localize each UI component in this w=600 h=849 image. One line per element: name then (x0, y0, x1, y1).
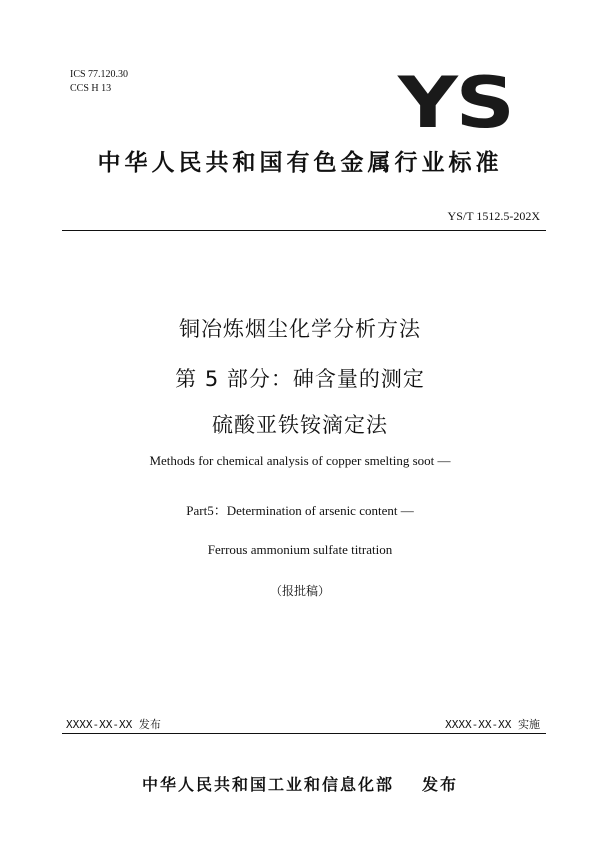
draft-status: （报批稿） (269, 584, 330, 598)
title-en-line-2: Part5：Determination of arsenic content — (186, 503, 414, 518)
standard-category: 中华人民共和国有色金属行业标准 (97, 150, 503, 176)
issuer-line (0, 772, 600, 795)
standard-number: YS/T 1512.5-202X (447, 209, 540, 223)
issuer-name: 中华人民共和国工业和信息化部 (141, 775, 394, 794)
ccs-code: CCS H 13 (70, 83, 112, 94)
title-cn-line-2: 第 5 部分：砷含量的测定 (175, 367, 425, 391)
title-en-line-1: Methods for chemical analysis of copper smelting soot — (149, 453, 451, 468)
top-divider (62, 230, 546, 231)
implementation-date: XXXX-XX-XX 实施 (445, 718, 540, 731)
ics-code: ICS 77.120.30 (70, 69, 129, 80)
title-cn-line-3: 硫酸亚铁铵滴定法 (212, 413, 388, 437)
classification-codes (70, 68, 128, 96)
issue-date: XXXX-XX-XX 发布 (66, 718, 161, 731)
bottom-divider (62, 733, 546, 734)
ys-logo: YS (398, 62, 513, 144)
issuer-action: 发布 (422, 775, 459, 794)
title-cn-line-1: 铜冶炼烟尘化学分析方法 (179, 317, 421, 341)
title-en-line-3: Ferrous ammonium sulfate titration (207, 542, 393, 557)
